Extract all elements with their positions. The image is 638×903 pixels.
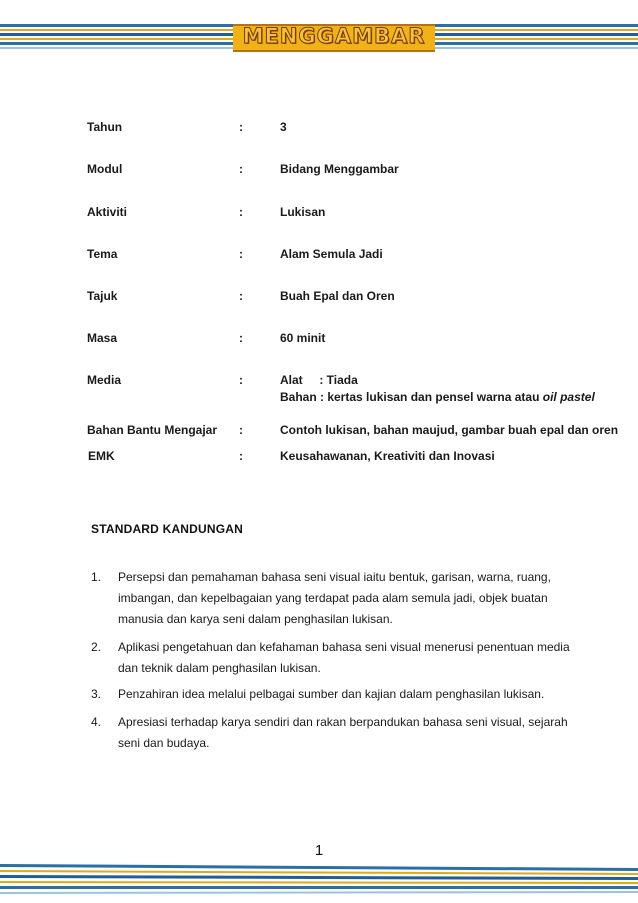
info-label: Tajuk <box>87 289 118 303</box>
info-colon: : <box>239 205 243 219</box>
info-value: 60 minit <box>280 331 326 345</box>
info-value: Alam Semula Jadi <box>280 247 383 261</box>
info-label: Masa <box>87 331 118 345</box>
list-item <box>91 712 571 756</box>
list-item-text: Aplikasi pengetahuan dan kefahaman bahasa seni visual menerusi penentuan media dan teknik dalam penghasilan lukisan. <box>118 640 570 675</box>
info-label: Aktiviti <box>87 205 128 219</box>
info-value-secondary-italic: oil pastel <box>542 390 595 404</box>
list-item-text: Persepsi dan pemahaman bahasa seni visual iaitu bentuk, garisan, warna, ruang, imbangan, dan kepelbagaian yang terdapat pada alam semula jadi, objek buatan manusia dan karya seni dalam penghasilan lukisan. <box>118 570 551 626</box>
info-row-masa <box>87 331 627 349</box>
info-value: Alat : Tiada <box>280 373 358 387</box>
info-row-tema <box>87 247 627 265</box>
section-title: STANDARD KANDUNGAN <box>91 522 244 536</box>
info-colon: : <box>239 289 243 303</box>
info-row-emk <box>87 449 627 467</box>
info-value: 3 <box>280 120 287 134</box>
info-colon: : <box>239 373 243 387</box>
info-label: Tahun <box>87 120 123 134</box>
info-value-secondary <box>280 390 595 404</box>
info-colon: : <box>239 162 243 176</box>
info-value-secondary-text: Bahan : kertas lukisan dan pensel warna atau <box>280 390 543 404</box>
info-colon: : <box>239 449 243 463</box>
info-row-modul <box>87 162 627 180</box>
footer-stripes-graphic <box>0 862 638 898</box>
info-label: EMK <box>88 449 115 463</box>
info-value: Keusahawanan, Kreativiti dan Inovasi <box>280 449 495 463</box>
info-row-bahan-bantu <box>87 423 627 441</box>
info-value: Bidang Menggambar <box>280 162 399 176</box>
list-item-number: 1. <box>91 570 102 584</box>
info-label: Media <box>87 373 122 387</box>
info-colon: : <box>239 120 243 134</box>
footer-stripes <box>0 862 638 898</box>
info-label: Tema <box>87 247 118 261</box>
info-value: Contoh lukisan, bahan maujud, gambar buah epal dan oren <box>280 423 619 437</box>
page-title: MENGGAMBAR <box>242 24 426 48</box>
info-value: Lukisan <box>280 205 326 219</box>
list-item-text: Apresiasi terhadap karya sendiri dan rakan berpandukan bahasa seni visual, sejarah seni dan budaya. <box>118 715 568 750</box>
list-item-number: 3. <box>91 687 102 701</box>
page-number: 1 <box>314 842 324 859</box>
list-item <box>91 567 571 631</box>
info-value: Buah Epal dan Oren <box>280 289 395 303</box>
list-item-number: 4. <box>91 715 102 729</box>
info-colon: : <box>239 423 243 437</box>
info-colon: : <box>239 331 243 345</box>
info-colon: : <box>239 247 243 261</box>
info-row-media <box>87 373 627 409</box>
list-item-number: 2. <box>91 640 102 654</box>
list-item <box>91 684 571 706</box>
info-row-tajuk <box>87 289 627 307</box>
info-label: Bahan Bantu Mengajar <box>87 423 218 437</box>
info-row-tahun <box>87 120 627 138</box>
list-item-text: Penzahiran idea melalui pelbagai sumber dan kajian dalam penghasilan lukisan. <box>118 687 545 701</box>
info-row-aktiviti <box>87 205 627 223</box>
list-item <box>91 637 571 681</box>
info-label: Modul <box>87 162 123 176</box>
